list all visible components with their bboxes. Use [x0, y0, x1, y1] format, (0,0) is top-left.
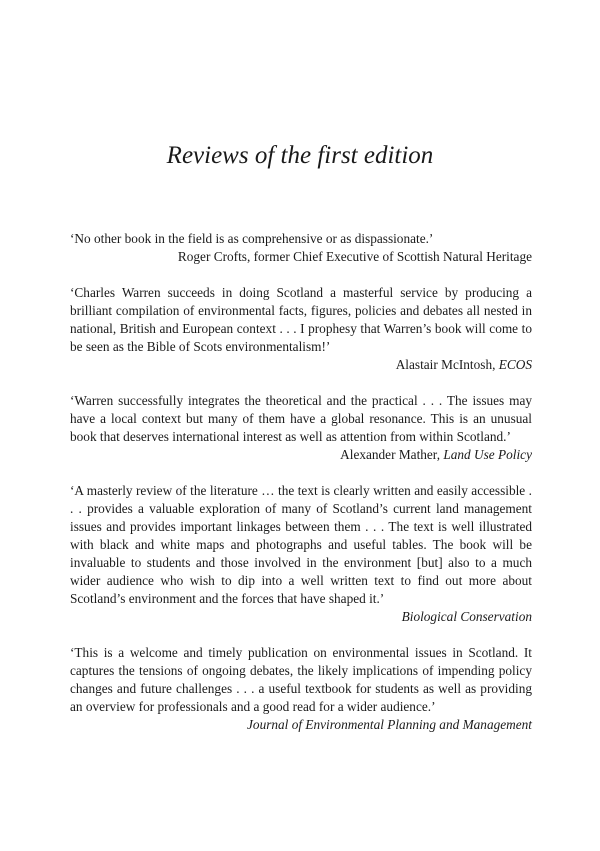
attribution-source: Biological Conservation	[401, 609, 532, 624]
review-quote: ‘Warren successfully integrates the theoretical and the practical . . . The issues may have a local context but many of them have a global resonance. This is an unusual book that deserves international interest as well as attention from within Scotland.’	[70, 393, 532, 444]
review-attribution	[70, 248, 532, 266]
attribution-name: Alexander Mather,	[340, 447, 444, 462]
attribution-name: Alastair McIntosh,	[395, 357, 499, 372]
review-item-4	[70, 482, 532, 626]
review-attribution	[70, 446, 532, 464]
review-quote: ‘Charles Warren succeeds in doing Scotland a masterful service by producing a brilliant compilation of environmental facts, figures, policies and debates all nested in national, British and European context . . . I prophesy that Warren’s book will come to be seen as the Bible of Scots environmentalism!’	[70, 285, 532, 354]
review-attribution	[70, 608, 532, 626]
review-item-3	[70, 392, 532, 464]
review-attribution	[70, 716, 532, 734]
page-title: Reviews of the first edition	[166, 142, 434, 169]
attribution-source: Land Use Policy	[443, 447, 532, 462]
review-item-5	[70, 644, 532, 734]
review-attribution	[70, 356, 532, 374]
review-item-2	[70, 284, 532, 374]
review-item-1	[70, 230, 532, 266]
attribution-source: Journal of Environmental Planning and Management	[247, 717, 532, 732]
review-quote: ‘A masterly review of the literature … the text is clearly written and easily accessible . . . provides a valuable exploration of many of Scotland’s current land management issues and provides important linkages between them . . . The text is well illustrated with black and white maps and photographs and useful tables. The book will be invaluable to students and those involved in the environment [but] also to a much wider audience who wish to dip into a well written text to find out more about Scotland’s environment and the forces that have shaped it.’	[70, 483, 532, 606]
review-quote: ‘This is a welcome and timely publication on environmental issues in Scotland. It captures the tensions of ongoing debates, the likely implications of impending policy changes and future challenges . . . a useful textbook for students as well as providing an overview for professionals and a good read for a wider audience.’	[70, 645, 532, 714]
attribution-source: ECOS	[498, 357, 532, 372]
review-quote: ‘No other book in the field is as comprehensive or as dispassionate.’	[70, 231, 434, 246]
reviews-list	[70, 230, 532, 752]
attribution-name: Roger Crofts, former Chief Executive of Scottish Natural Heritage	[177, 249, 532, 264]
